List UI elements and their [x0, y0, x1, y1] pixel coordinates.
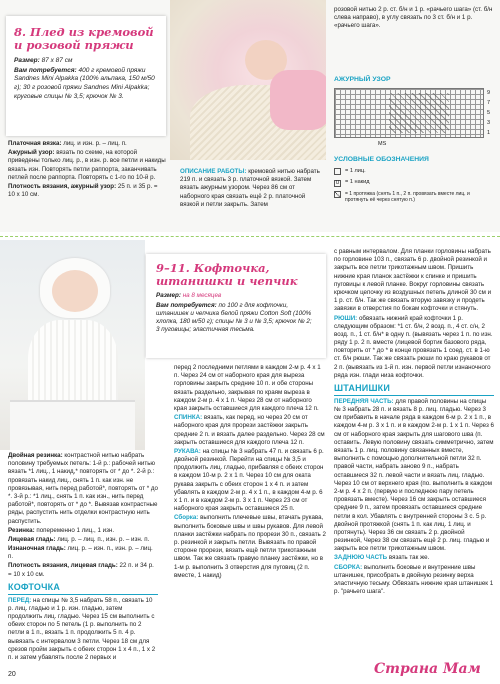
section-heading-jacket: КОФТОЧКА — [8, 582, 158, 595]
blanket-gauge: Плотность вязания, ажурный узор: 25 п. и 35 р. = 10 х 10 см. — [8, 182, 158, 199]
knit-symbol-icon — [334, 168, 341, 175]
symbol-row-knit: = 1 лиц. — [334, 168, 494, 175]
symbol-row-decrease: = 1 протяжка (снять 1 п., 2 п. провязать вместе лиц. и протянуть её через снятую п.) — [334, 191, 494, 204]
jacket-back-instruction: СПИНКА: вязать, как перед, но через 20 см от наборного края для прорези застёжки закрыть средние 2 п. и вязать далее раздельно. Через 28 см закрыть оставшиеся для каждого плеча 12 п. — [174, 414, 325, 446]
blanket-technique-text — [8, 140, 166, 200]
blanket-lace-pattern: Ажурный узор: вязать по схеме, на которой приведены только лиц. р., в изн. р. все петли и накиды вязать изн. Повторять петли раппорта, заканчивать петлей после раппорта. Повторять с 1-го по 10-й р. — [8, 149, 166, 181]
jacket-sleeves-instruction: РУКАВА: на спицы № 3 набрать 47 п. и связать 6 р. двойной резинкой. Перейти на спицы № 3,5 и продолжить лиц. гладью, прибавляя с обеих сторон в каждом 10-м р. 2 х 1 п. Через 10 см для оката рукава закрыть с обеих сторон 1 х 4 п. и затем убавлять в каждом 2-м р. 4 х 1 п., в каждом 4-м р. 6 х 1 п. и в каждом 2-м р. 3 х 1 п. Через 23 см от наборного края закрыть оставшиеся 25 п. — [174, 447, 324, 513]
blanket-description: ОПИСАНИЕ РАБОТЫ: кремовой нитью набрать 219 п. и связать 3 р. платочной вязкой. Затем вязать ажурным узором. Через 86 см от наборного края связать ещё 2 р. платочной вязкой и петли закрыть. Затем — [180, 168, 320, 208]
lace-pattern-chart-symbols — [334, 88, 484, 138]
section-heading-pants: ШТАНИШКИ — [334, 383, 494, 396]
symbols-legend — [334, 168, 494, 204]
blanket-title-line2: и розовой пряжи — [14, 37, 134, 52]
reverse-stockinette-instruction: Изнаночная гладь: лиц. р. – изн. п., изн. р. – лиц. п. — [8, 545, 153, 561]
blanket-title-line1: 8. Плед из кремовой — [14, 25, 154, 39]
jacket-front-instruction: ПЕРЕД: на спицы № 3,5 набрать 58 п., связать 10 р. лиц. гладью и 1 р. изн. гладью, затем продолжить лиц. гладью. Через 15 см выполнить с обеих сторон по 5 петель (1 р. выполнить по 2 петли в 1 п., вязать 1 п. продолжить 5 п. 4 р. вывязать с интервалом 3 петли. Через 18 см для срезов пройм закрыть с обеих сторон 1 х 4 п., 1 х 2 п. и затем убавлять после 2 первых и — [8, 596, 156, 661]
decrease-symbol-icon — [334, 191, 341, 198]
pattern-ms-label: MS — [378, 141, 387, 147]
rib-instruction: Резинка: попеременно 1 лиц., 1 изн. — [8, 526, 115, 534]
watermark: Страна Мам — [374, 661, 481, 677]
symbols-head: УСЛОВНЫЕ ОБОЗНАЧЕНИЯ — [334, 156, 429, 163]
jacket-assembly-instruction: Сборка: выполнить плечевые швы, втачать рукава, выполнить боковые швы и швы рукавов. Для левой планки застёжки набрать по прорези 30 п., связать 2 р. резинкой и закрыть петли. Вывязать по правой стороне прорези, вязать ещё петли трикотажным швом. Так же связать правую планку застёжки, но в 1-м р. выполнить 3 отверстия для пуговиц (2 п. вместе, 1 накид) — [174, 514, 326, 579]
outfit-title-card — [146, 254, 326, 358]
blanket-materials: Вам потребуется: 400 г кремовой пряжи Sandnes Mini Alpakka (100% альпака, 150 м/50 г); 30 г розовой пряжи Sandnes Mini Alpakka; круговые спицы № 3,5; крючок № 3. — [14, 66, 155, 100]
pink-garment-shape — [270, 70, 326, 130]
baby-face-shape — [52, 270, 98, 312]
pattern-row-numbers: 9 7 5 3 1 — [487, 90, 491, 136]
column-2 — [174, 364, 326, 581]
yarnover-symbol-icon: U — [335, 179, 340, 186]
column-3 — [334, 248, 494, 597]
jacket-finishing-instruction: с равным интервалом. Для планки горловины набрать по горловине 103 п., связать 6 р. двойной резинкой и закрыть все петли трикотажным швом. Пришить нижние края планок застёжки к спинке и пришить пуговицы к левой планке. Вокруг горловины связать крючком цепочку из воздушных петель длиной 30 см и 1 р. ст. б/н. Так же связать вторую завязку и продеть завязки в отверстия по бокам кофточки и стянуть. — [334, 248, 492, 313]
blanket-photo — [170, 0, 326, 160]
lace-pattern-head: АЖУРНЫЙ УЗОР — [334, 76, 391, 83]
pants-front-instruction: ПЕРЕДНЯЯ ЧАСТЬ: для правой половины на спицы № 3 набрать 28 п. и вязать 8 р. лиц. гладью. Через 3 см прибавить в начале ряда в каждом 6-м р. 2 х 1 п., в каждом 4-м р. 3 х 1 п. и в каждом 2-м р. 1 х 1 п. Через 6 см от наборного края закрыть для шагового шва (п. оставить. Левую половину связать симметрично, затем вязать 1 р. лиц. половину связанных вместе, выполнить с помощью дополнительной петли 32 п. правой части, набрать заново 9 п., набрать оставшиеся 32 п. левой части и вязать лиц. гладью. Через 10 см от верхнего края (по. выполнить в каждом 2-м р. 4 х 2 п. (первую и последнюю пару петель провязать вместе). Через 16 см закрыть оставшиеся средние 9 п., затем провязать оставшиеся средние петли в кол. Убавлять с внутренней стороны 3 с. 5 р. двойной протяжкой (снять 1 п. как лиц. 1 лиц. и протянуть). Через 36 см связать 2 р. двойной резинкой, Через 38 см связать ещё 2 р. лиц. гладью и закрыть все петли трикотажным швом. — [334, 397, 494, 553]
jacket-front-continued: перед 2 последними петлями в каждом 2-м р. 4 х 1 п. Через 24 см от наборного края для выреза горловины закрыть средние 10 п. и обе стороны вязать раздельно, закрывая по краям выреза в каждом 2-м р. 4 х 1 п. Через 28 см от наборного края закрыть оставшиеся для каждого плеча 12 п. — [174, 364, 321, 412]
column-1 — [8, 452, 158, 663]
stockinette-instruction: Лицевая гладь: лиц. р. – лиц. п., изн. р. – изн. п. — [8, 535, 150, 543]
double-rib-instruction: Двойная резинка: контрастной нитью набрать половину требуемых петель: 1-й р.: рабочей нитью вязать *1 лиц., 1 накид,* повторять от * до *. 2-й р.: провязать накид лиц., снять 1 п. как изн. не провязывая, нить перед работой*, повторять от * до *. 3-й р.: *1 лиц., снять 1 п. как изн., нить перед работой*, повторять от * до *. Вывязав контрастные ряды, распустить нить отделки контрастную нить распустить. — [8, 452, 158, 525]
outfit-size: Размер: на 8 месяцев — [156, 292, 222, 300]
chair-shape — [10, 400, 135, 450]
blanket-size: Размер: 87 x 87 см — [14, 57, 73, 65]
symbol-row-yarnover: U = 1 накид — [335, 179, 370, 186]
outfit-title-line2: штанишки и чепчик — [156, 273, 298, 288]
outfit-photo — [0, 240, 145, 450]
page-number: 20 — [8, 671, 16, 678]
blanket-description-continued: розовой нитью 2 р. ст. б/н и 1 р. «рачьего шага» (ст. б/н слева направо), в углу связать по 3 ст. б/н и 1 р. «рачьего шага». — [334, 6, 493, 30]
outfit-gauge: Плотность вязания, лицевая гладь: 22 п. и 34 р. = 10 х 10 см. — [8, 562, 154, 578]
jacket-frills-instruction: РЮШИ: обвязать нижний край кофточки 1 р. следующим образом: *1 ст. б/н, 2 возд. п., 4 ст. с/н, 2 возд. п., 1 ст. б/н* в одну п. (вывязать через 1 п. по изн. ряду 1 р. 2 п. вместе (лицевой бортик базового ряда, повторить от * до * в конце провязать 1 соед. ст. в 1-ю ст. б/н рюши. Так же связать рюши по краю рукавов от 2 п. (вывязать из 1-й п. изн. первой петли изнаночного ряда изн. глади низа кофточки. — [334, 314, 493, 379]
blanket-garter-stitch: Платочная вязка: лиц. и изн. р. – лиц. п. — [8, 140, 127, 147]
outfit-materials: Вам потребуется: по 100 г для кофточки, штанишек и чепчика белой пряжи Cotton Soft (100% хлопка, 180 м/50 г); спицы № 3 и № 3,5; крючок № 2; 3 пуговицы; эластичная тесьма. — [156, 301, 312, 334]
pants-back-instruction: ЗАДНЮЮ ЧАСТЬ вязать так же. — [334, 554, 430, 562]
outfit-title-line1: 9–11. Кофточка, — [156, 261, 270, 275]
section-divider — [0, 236, 500, 237]
pants-assembly-instruction: СБОРКА: выполнить боковые и внутренние швы штанишек, присобрать в двойную резинку верха эластичную тесьму. Обвязать нижние края штанишек 1 р. "рачьего шага". — [334, 563, 494, 596]
blanket-title-card — [6, 16, 166, 136]
